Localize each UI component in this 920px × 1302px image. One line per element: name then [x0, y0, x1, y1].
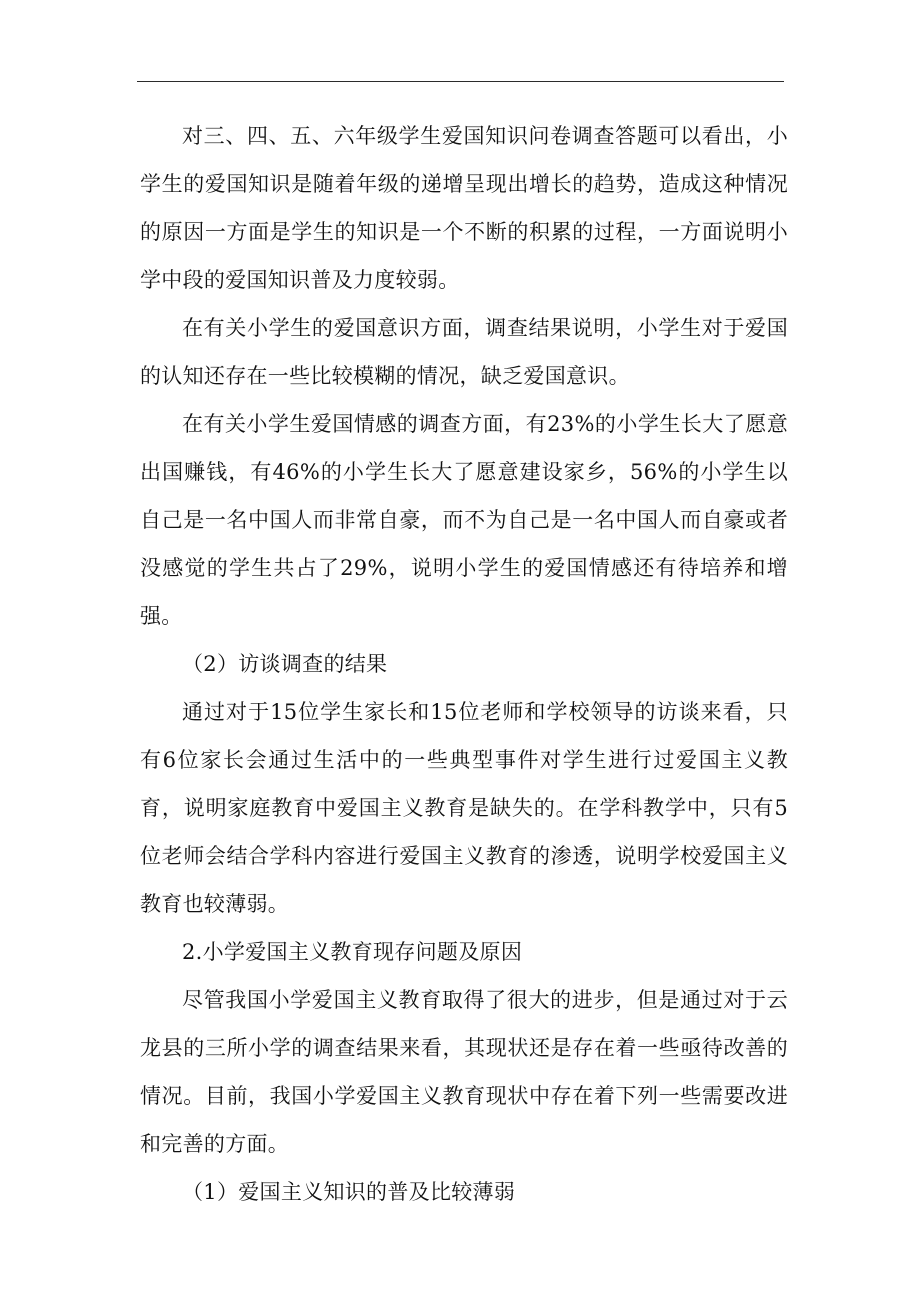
- paragraph-emotion-survey: 在有关小学生爱国情感的调查方面，有23%的小学生长大了愿意出国赚钱，有46%的小学生长大了愿意建设家乡，56%的小学生以自己是一名中国人而非常自豪，而不为自己是一名中国人而自豪或者没感觉的学生共占了29%，说明小学生的爱国情感还有待培养和增强。: [140, 412, 788, 628]
- section-heading-problems-causes: 2.小学爱国主义教育现存问题及原因: [182, 940, 523, 964]
- header-rule: [137, 81, 784, 82]
- document-body: [140, 112, 788, 1216]
- paragraph-interview-results: 通过对于15位学生家长和15位老师和学校领导的访谈来看，只有6位家长会通过生活中的一些典型事件对学生进行过爱国主义教育，说明家庭教育中爱国主义教育是缺失的。在学科教学中，只有5位老师会结合学科内容进行爱国主义教育的渗透，说明学校爱国主义教育也较薄弱。: [140, 700, 788, 916]
- paragraph-awareness-survey: 在有关小学生的爱国意识方面，调查结果说明，小学生对于爱国的认知还存在一些比较模糊的情况，缺乏爱国意识。: [140, 316, 788, 388]
- section-heading-interview-results: （2）访谈调查的结果: [182, 652, 388, 676]
- section-heading-knowledge-popularization: （1）爱国主义知识的普及比较薄弱: [182, 1180, 516, 1204]
- paragraph-knowledge-survey: 对三、四、五、六年级学生爱国知识问卷调查答题可以看出，小学生的爱国知识是随着年级的递增呈现出增长的趋势，造成这种情况的原因一方面是学生的知识是一个不断的积累的过程，一方面说明小学中段的爱国知识普及力度较弱。: [140, 124, 788, 292]
- paragraph-problems-intro: 尽管我国小学爱国主义教育取得了很大的进步，但是通过对于云龙县的三所小学的调查结果来看，其现状还是存在着一些亟待改善的情况。目前，我国小学爱国主义教育现状中存在着下列一些需要改进和完善的方面。: [140, 988, 788, 1156]
